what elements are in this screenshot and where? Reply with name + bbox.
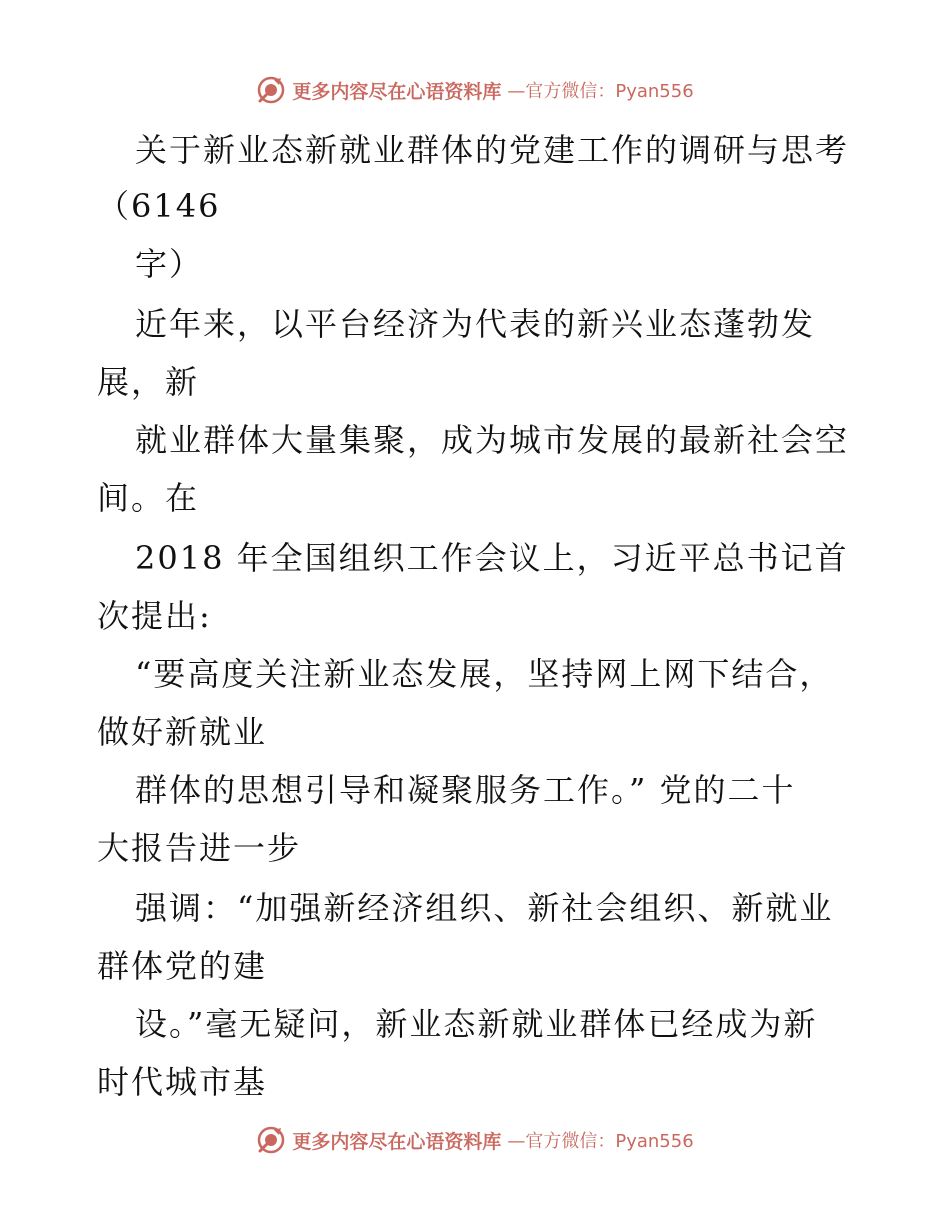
- banner-sub-text: —官方微信：Pyan556: [507, 81, 694, 102]
- title-continuation: （6146: [97, 187, 221, 225]
- document-title: 关于新业态新就业群体的党建工作的调研与思考: [135, 131, 850, 169]
- paragraph-line: 做好新就业: [97, 713, 268, 751]
- footer-banner: [0, 1123, 950, 1157]
- paragraph-line: 2018 年全国组织工作会议上，习近平总书记首: [135, 539, 849, 577]
- paragraph-line: 近年来，以平台经济为代表的新兴业态蓬勃发: [135, 305, 816, 343]
- paragraph-line: 时代城市基: [97, 1063, 268, 1101]
- paragraph-line: 强调：“加强新经济组织、新社会组织、新就业: [135, 889, 834, 927]
- banner-main-text: 更多内容尽在心语资料库: [292, 1130, 502, 1153]
- paragraph-line: 展，新: [97, 363, 200, 401]
- paragraph-line: 设。”毫无疑问，新业态新就业群体已经成为新: [135, 1005, 818, 1043]
- paragraph-line: 就业群体大量集聚，成为城市发展的最新社会空: [135, 421, 850, 459]
- pen-seal-logo-icon: [256, 75, 286, 105]
- paragraph-line: 次提出:: [97, 597, 212, 635]
- title-continuation: 字）: [135, 245, 204, 283]
- pen-seal-logo-icon: [256, 1125, 286, 1155]
- banner-sub-text: —官方微信：Pyan556: [507, 1131, 694, 1152]
- paragraph-line: 群体党的建: [97, 947, 268, 985]
- paragraph-line: 间。在: [97, 479, 200, 517]
- paragraph-line: 群体的思想引导和凝聚服务工作。” 党的二十: [135, 771, 796, 809]
- header-banner: [0, 73, 950, 107]
- paragraph-line: 大报告进一步: [97, 829, 302, 867]
- paragraph-line: “要高度关注新业态发展，坚持网上网下结合，: [135, 655, 834, 693]
- banner-main-text: 更多内容尽在心语资料库: [292, 80, 502, 103]
